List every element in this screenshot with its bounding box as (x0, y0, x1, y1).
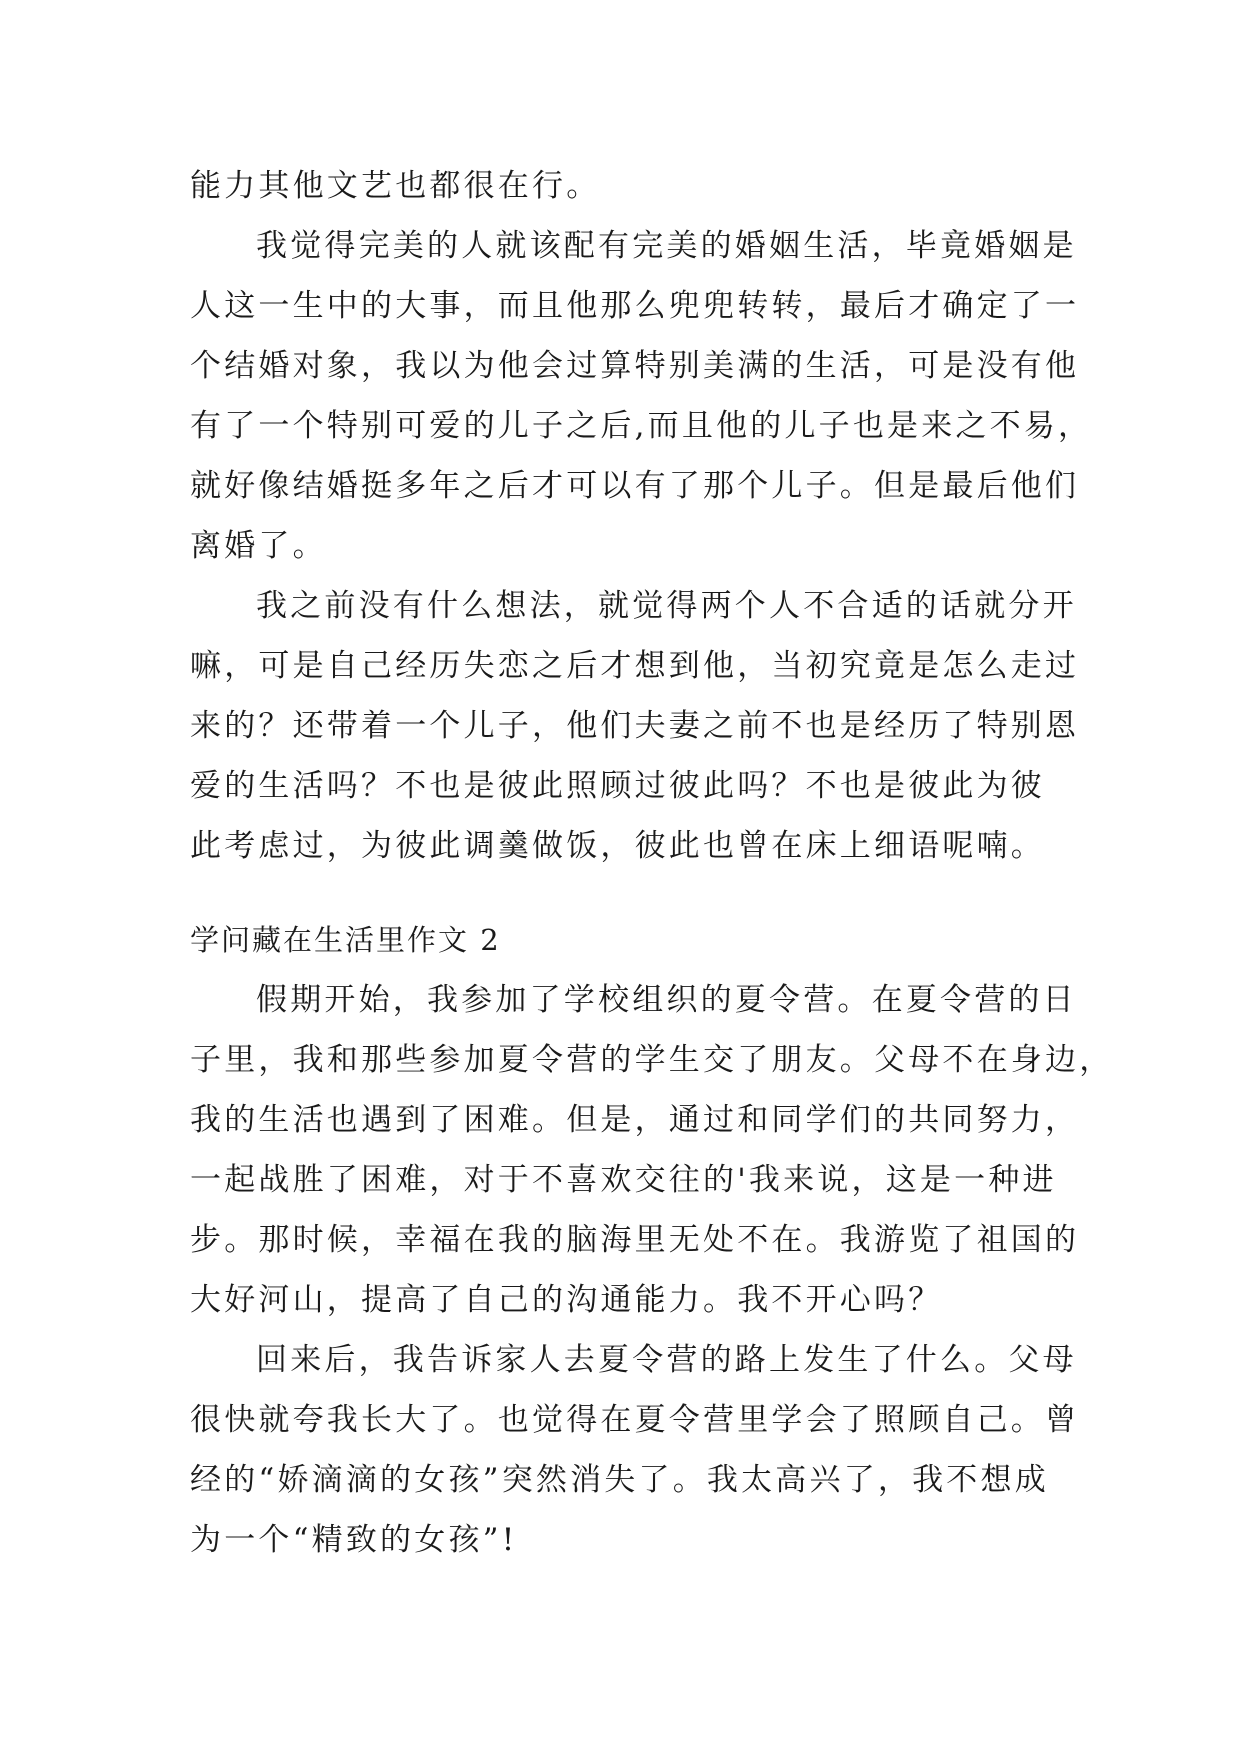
text-line: 我的生活也遇到了困难。但是，通过和同学们的共同努力， (190, 1102, 1080, 1138)
text-line: 来的？还带着一个儿子，他们夫妻之前不也是经历了特别恩 (190, 708, 1080, 744)
text-line: 一起战胜了困难，对于不喜欢交往的'我来说，这是一种进 (190, 1162, 1057, 1198)
paragraph-start-line: 假期开始，我参加了学校组织的夏令营。在夏令营的日 (256, 982, 1077, 1018)
text-line: 有了一个特别可爱的儿子之后,而且他的儿子也是来之不易， (190, 408, 1093, 444)
text-line: 很快就夸我长大了。也觉得在夏令营里学会了照顾自己。曾 (190, 1402, 1080, 1438)
text-line: 离婚了。 (190, 528, 327, 564)
text-line: 子里，我和那些参加夏令营的学生交了朋友。父母不在身边， (190, 1042, 1114, 1078)
text-line: 为一个“精致的女孩”! (190, 1522, 518, 1558)
text-line: 人这一生中的大事，而且他那么兜兜转转，最后才确定了一 (190, 288, 1080, 324)
text-line: 大好河山，提高了自己的沟通能力。我不开心吗？ (190, 1282, 943, 1318)
text-line: 经的“娇滴滴的女孩”突然消失了。我太高兴了，我不想成 (190, 1462, 1049, 1498)
text-line: 嘛，可是自己经历失恋之后才想到他，当初究竟是怎么走过 (190, 648, 1080, 684)
text-line: 个结婚对象，我以为他会过算特别美满的生活，可是没有他 (190, 348, 1080, 384)
text-line: 爱的生活吗？不也是彼此照顾过彼此吗？不也是彼此为彼 (190, 768, 1045, 804)
text-line: 此考虑过，为彼此调羹做饭，彼此也曾在床上细语呢喃。 (190, 828, 1045, 864)
essay-section-2 (190, 910, 1114, 1570)
essay-title: 学问藏在生活里作文 2 (190, 923, 501, 957)
paragraph-start-line: 回来后，我告诉家人去夏令营的路上发生了什么。父母 (256, 1342, 1077, 1378)
paragraph-start-line: 我之前没有什么想法，就觉得两个人不合适的话就分开 (256, 588, 1077, 624)
text-line: 能力其他文艺也都很在行。 (190, 168, 601, 204)
text-line: 就好像结婚挺多年之后才可以有了那个儿子。但是最后他们 (190, 468, 1080, 504)
text-line: 步。那时候，幸福在我的脑海里无处不在。我游览了祖国的 (190, 1222, 1080, 1258)
paragraph-start-line: 我觉得完美的人就该配有完美的婚姻生活，毕竟婚姻是 (256, 228, 1077, 264)
essay-section-1 (190, 156, 1093, 876)
